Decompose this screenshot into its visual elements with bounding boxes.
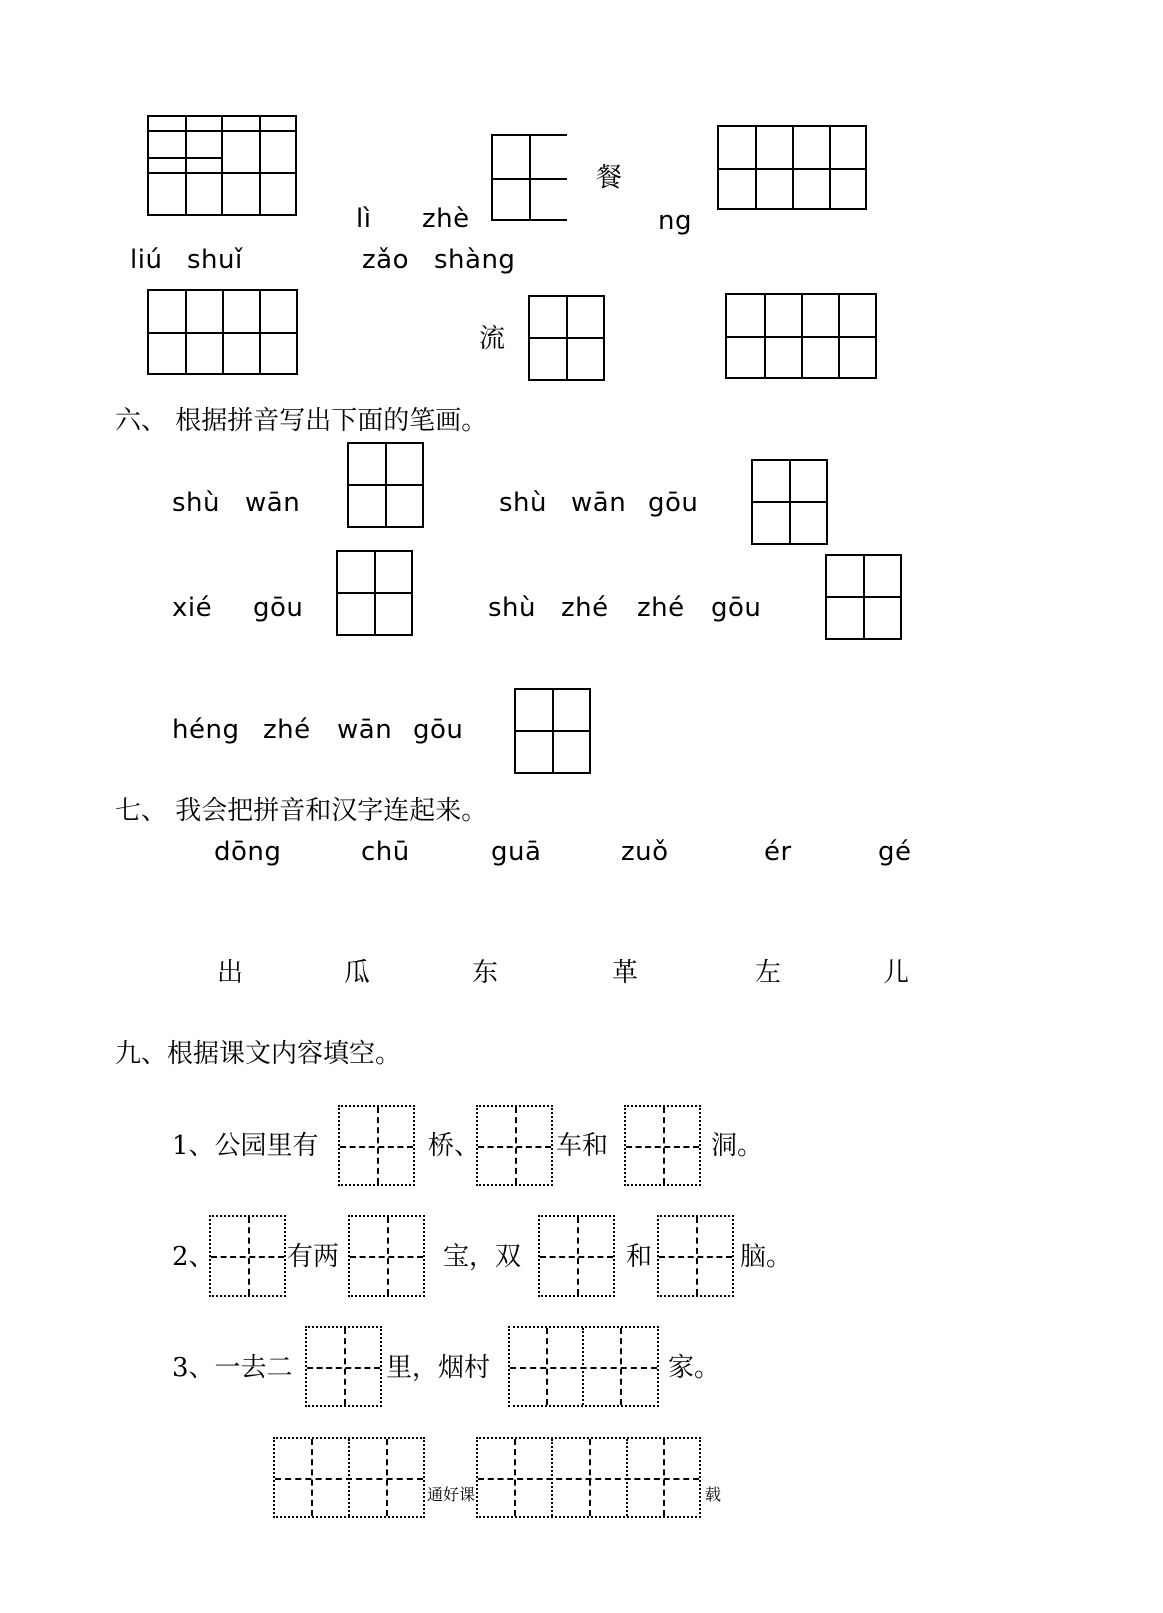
s6-grid-shuwan[interactable] bbox=[347, 442, 424, 528]
grid-top-right[interactable] bbox=[717, 125, 867, 210]
s7-char: 左 bbox=[755, 958, 782, 988]
s9-box-triple[interactable] bbox=[476, 1437, 701, 1518]
s6-grid-shuwangou[interactable] bbox=[751, 459, 828, 545]
s6-pinyin: gōu bbox=[711, 593, 762, 623]
s9-line3-text: 里，烟村 bbox=[386, 1353, 491, 1383]
s7-char: 瓜 bbox=[344, 958, 371, 988]
s9-box-double[interactable] bbox=[273, 1437, 425, 1518]
s6-pinyin: shù bbox=[499, 488, 548, 518]
s6-pinyin: héng bbox=[172, 715, 240, 745]
s9-line3-text: 家。 bbox=[668, 1353, 721, 1383]
s9-line4-text: 通好课 bbox=[427, 1485, 476, 1504]
s9-box[interactable] bbox=[209, 1215, 286, 1297]
grid-liu[interactable] bbox=[528, 295, 605, 381]
s6-pinyin: wān bbox=[245, 488, 301, 518]
s6-pinyin: wān bbox=[337, 715, 393, 745]
s7-pinyin: zuǒ bbox=[621, 837, 669, 867]
s9-box[interactable] bbox=[476, 1105, 553, 1186]
s6-grid-xiegou[interactable] bbox=[336, 550, 413, 636]
s6-pinyin: wān bbox=[571, 488, 627, 518]
pinyin-shang: shàng bbox=[434, 245, 516, 275]
pinyin-ng: ng bbox=[658, 206, 692, 236]
s6-pinyin: gōu bbox=[648, 488, 699, 518]
s9-line4-text: 载 bbox=[705, 1485, 722, 1504]
pinyin-zhe: zhè bbox=[422, 204, 470, 234]
s7-char: 出 bbox=[217, 958, 244, 988]
s9-box[interactable] bbox=[657, 1215, 734, 1297]
s9-line1-text: 车和 bbox=[556, 1131, 609, 1161]
s9-line2-text: 宝，双 bbox=[443, 1242, 522, 1272]
s9-box[interactable] bbox=[624, 1105, 701, 1186]
grid-top-left[interactable] bbox=[147, 115, 297, 216]
s9-line2-text: 2、 bbox=[172, 1242, 215, 1272]
s9-box[interactable] bbox=[338, 1105, 415, 1186]
s6-grid-shuzhezhegou[interactable] bbox=[825, 554, 902, 640]
grid-open-right[interactable] bbox=[491, 134, 567, 221]
s6-pinyin: zhé bbox=[263, 715, 311, 745]
grid-liushui[interactable] bbox=[147, 289, 298, 375]
s6-pinyin: gōu bbox=[253, 593, 304, 623]
char-can: 餐 bbox=[596, 163, 623, 193]
section-6-title: 六、 根据拼音写出下面的笔画。 bbox=[115, 406, 488, 436]
pinyin-shui: shuǐ bbox=[187, 245, 243, 275]
grid-zaoshang[interactable] bbox=[725, 293, 877, 379]
s9-line2-text: 有两 bbox=[287, 1242, 340, 1272]
s7-pinyin: gé bbox=[878, 837, 912, 867]
s9-box[interactable] bbox=[538, 1215, 615, 1297]
s6-grid-hengzhewangou[interactable] bbox=[514, 688, 591, 774]
s6-pinyin: zhé bbox=[561, 593, 609, 623]
char-liu: 流 bbox=[479, 324, 506, 354]
s7-pinyin: guā bbox=[491, 837, 542, 867]
s7-char: 儿 bbox=[883, 958, 910, 988]
s9-line2-text: 脑。 bbox=[740, 1242, 793, 1272]
s9-box[interactable] bbox=[348, 1215, 425, 1297]
s6-pinyin: zhé bbox=[637, 593, 685, 623]
s9-line1-text: 洞。 bbox=[711, 1131, 764, 1161]
s7-char: 革 bbox=[612, 958, 639, 988]
s7-char: 东 bbox=[472, 958, 499, 988]
s9-box[interactable] bbox=[305, 1326, 382, 1407]
s7-pinyin: chū bbox=[361, 837, 410, 867]
s9-line1-text: 1、公园里有 bbox=[172, 1131, 319, 1161]
pinyin-li: lì bbox=[356, 204, 372, 234]
s9-line2-text: 和 bbox=[626, 1242, 653, 1272]
s9-box-double[interactable] bbox=[508, 1326, 659, 1407]
pinyin-zao: zǎo bbox=[362, 245, 409, 275]
s9-line1-text: 桥、 bbox=[428, 1131, 481, 1161]
s7-pinyin: dōng bbox=[214, 837, 282, 867]
section-7-title: 七、 我会把拼音和汉字连起来。 bbox=[115, 796, 488, 826]
pinyin-liu: liú bbox=[130, 245, 163, 275]
s9-line3-text: 3、一去二 bbox=[172, 1353, 293, 1383]
s6-pinyin: shù bbox=[488, 593, 537, 623]
s6-pinyin: shù bbox=[172, 488, 221, 518]
s6-pinyin: xié bbox=[172, 593, 213, 623]
section-9-title: 九、根据课文内容填空。 bbox=[115, 1039, 402, 1069]
s6-pinyin: gōu bbox=[413, 715, 464, 745]
s7-pinyin: ér bbox=[764, 837, 792, 867]
